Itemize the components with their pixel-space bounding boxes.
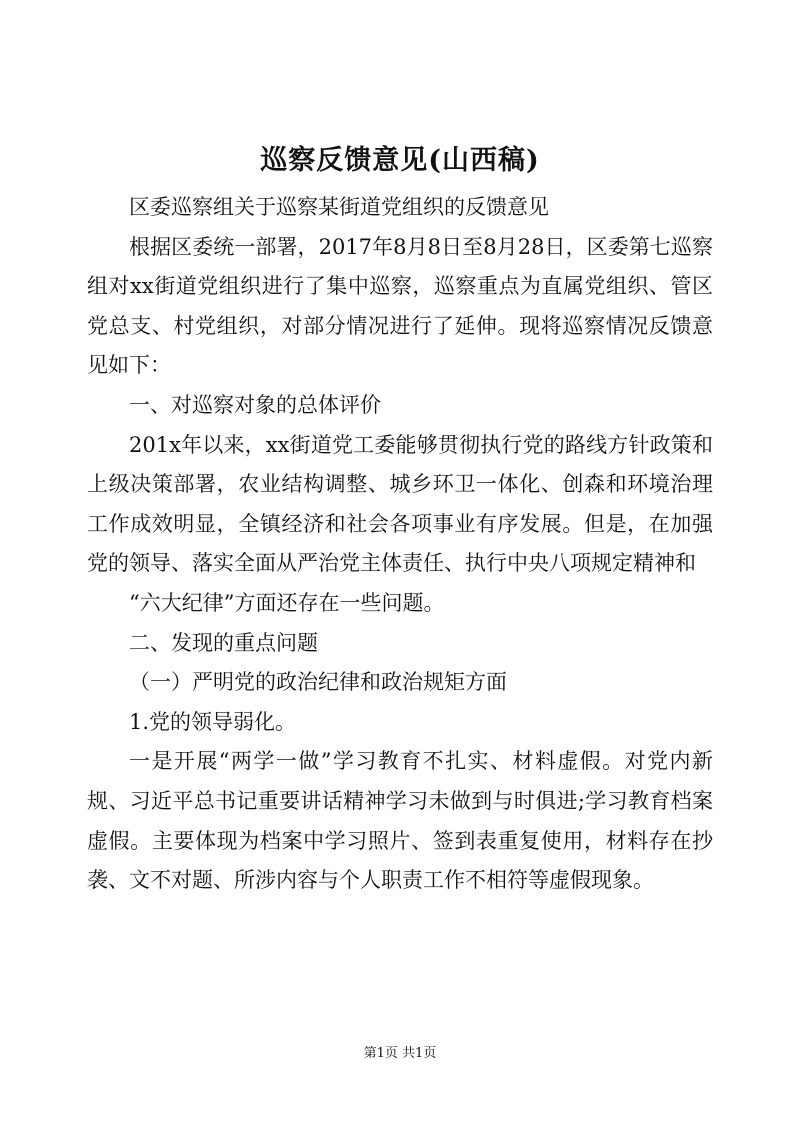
document-title: 巡察反馈意见(山西稿) [260,145,540,176]
heading-subsection-1: （一）严明党的政治纪律和政治规矩方面 [129,670,507,695]
paragraph-evaluation-continued: “六大纪律”方面还存在一些问题。 [129,590,445,615]
page-footer: 第1页 共1页 [363,1046,437,1061]
heading-section-2: 二、发现的重点问题 [129,630,318,655]
document-body [87,188,713,901]
paragraph-evaluation: 201x年以来，xx街道党工委能够贯彻执行党的路线方针政策和上级决策部署，农业结构调整、城乡环卫一体化、创森和环境治理工作成效明显，全镇经济和社会各项事业有序发展。但是，在加强党的领导、落实全面从严治党主体责任、执行中央八项规定精神和 [87,432,713,576]
heading-item-1: 1.党的领导弱化。 [129,709,297,734]
paragraph-subtitle: 区委巡察组关于巡察某街道党组织的反馈意见 [129,195,549,219]
heading-section-1: 一、对巡察对象的总体评价 [129,392,381,417]
paragraph-intro: 根据区委统一部署，2017年8月8日至8月28日，区委第七巡察组对xx街道党组织进行了集中巡察，巡察重点为直属党组织、管区党总支、村党组织，对部分情况进行了延伸。现将巡察情况反馈意见如下： [87,234,713,378]
paragraph-item-1-detail: 一是开展“两学一做”学习教育不扎实、材料虚假。对党内新规、习近平总书记重要讲话精神学习未做到与时俱进;学习教育档案虚假。主要体现为档案中学习照片、签到表重复使用，材料存在抄袭、文不对题、所涉内容与个人职责工作不相符等虚假现象。 [87,749,713,893]
